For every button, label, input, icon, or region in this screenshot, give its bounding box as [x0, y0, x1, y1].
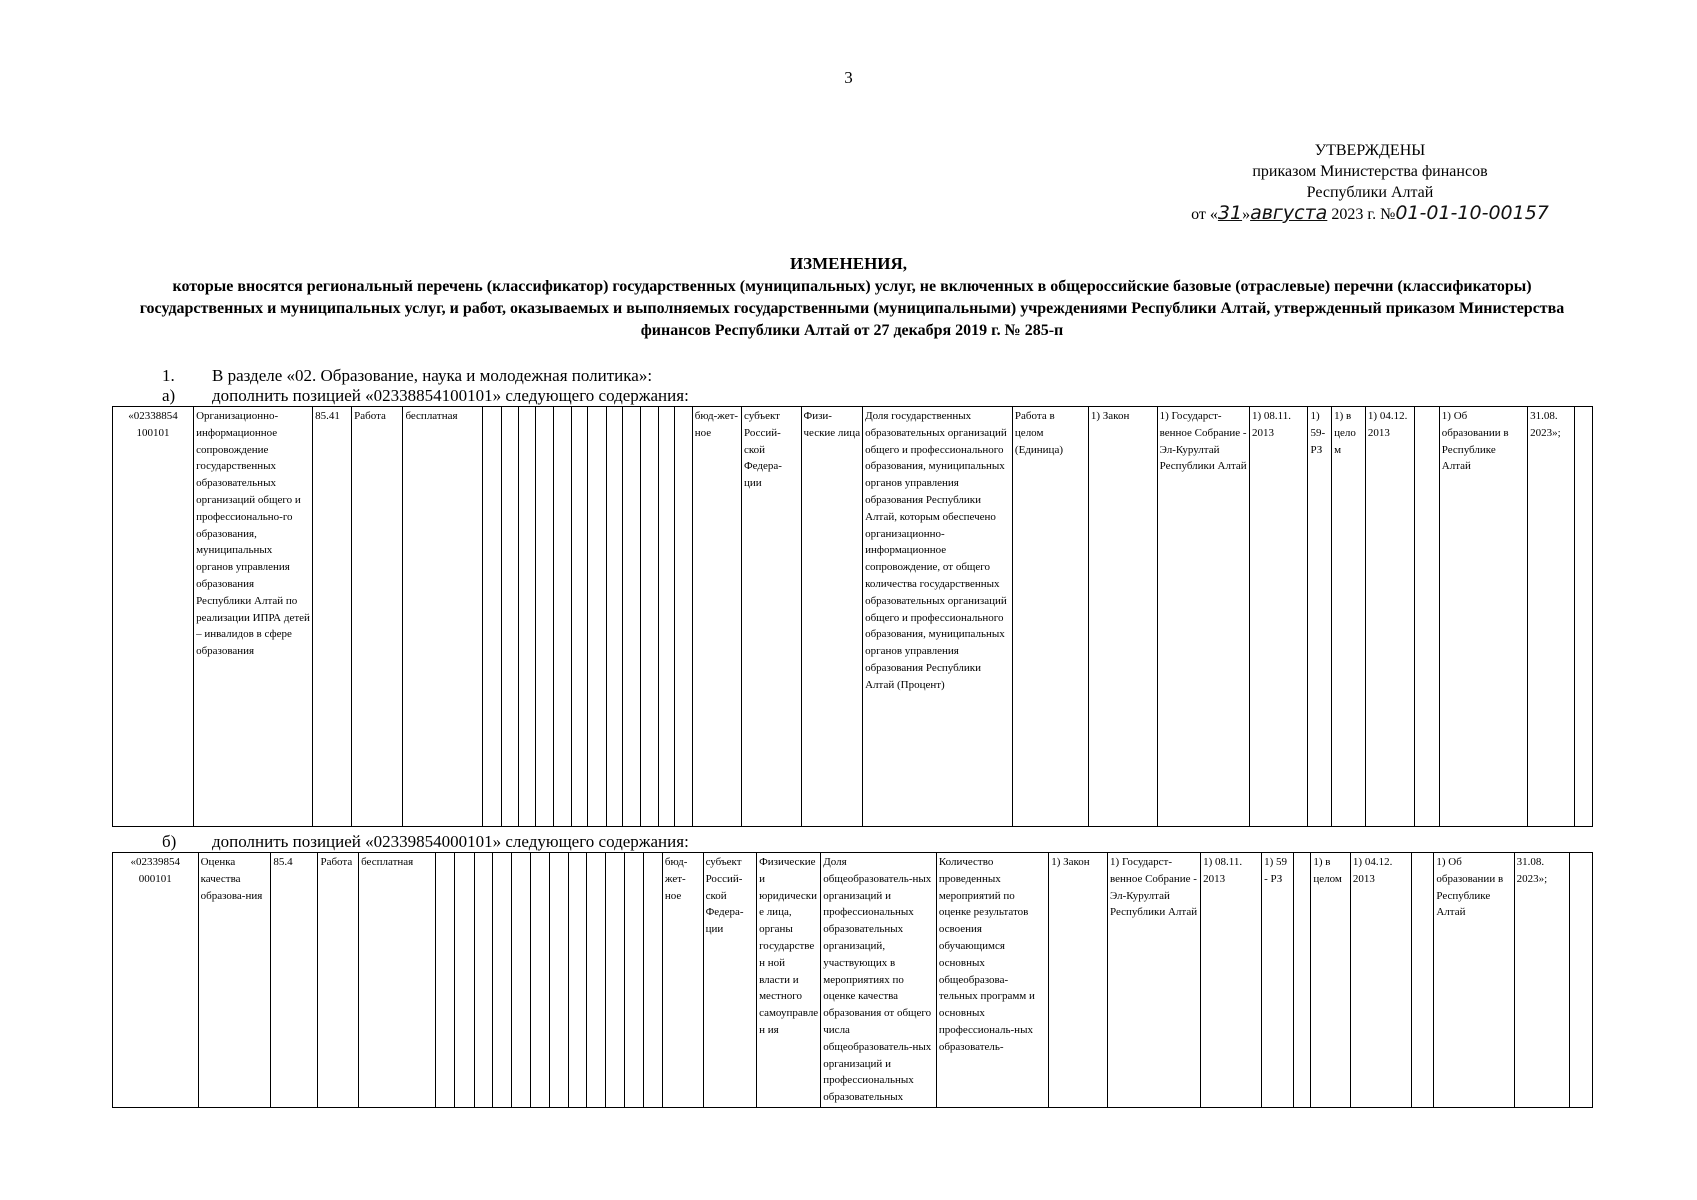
- cell-empty: [606, 407, 622, 827]
- cell-act-date: 1) 08.11. 2013: [1249, 407, 1308, 827]
- cell-act-part: 1) в целом: [1311, 853, 1351, 1108]
- table-a: [112, 406, 1593, 827]
- cell-empty: [658, 407, 674, 827]
- table-b: [112, 852, 1593, 1108]
- cell-empty: [1570, 853, 1593, 1108]
- cell-act-type: 1) Закон: [1049, 853, 1108, 1108]
- cell-act-type: 1) Закон: [1088, 407, 1157, 827]
- cell-empty: [501, 407, 518, 827]
- item-number: а): [162, 386, 176, 405]
- cell-act-date2: 1) 04.12. 2013: [1365, 407, 1414, 827]
- cell-empty: [512, 853, 531, 1108]
- date-mid: »: [1242, 206, 1251, 223]
- cell-empty: [531, 853, 549, 1108]
- cell-okved: 85.41: [313, 407, 352, 827]
- item-text: В разделе «02. Образование, наука и молодежная политика»:: [212, 366, 653, 385]
- cell-end-date: 31.08. 2023»;: [1528, 407, 1575, 827]
- item-number: б): [162, 832, 177, 851]
- cell-act-name: 1) Об образовании в Республике Алтай: [1439, 407, 1527, 827]
- cell-empty: [549, 853, 568, 1108]
- cell-subject: субъект Россий-ской Федера-ции: [741, 407, 801, 827]
- cell-empty: [571, 407, 587, 827]
- cell-act-date2: 1) 04.12. 2013: [1350, 853, 1411, 1108]
- cell-empty: [643, 853, 662, 1108]
- cell-name: Оценка качества образова-ния: [198, 853, 271, 1108]
- item-text: дополнить позицией «02338854100101» следующего содержания:: [212, 386, 689, 405]
- document-title: ИЗМЕНЕНИЯ,: [789, 254, 908, 273]
- page-number: 3: [844, 68, 853, 87]
- cell-volume: Работа в целом (Единица): [1012, 407, 1088, 827]
- approval-line2: приказом Министерства финансов: [1252, 163, 1488, 180]
- handwritten-order-number: 01-01-10-00157: [1395, 202, 1549, 224]
- cell-empty: [1415, 407, 1440, 827]
- cell-empty: [622, 407, 640, 827]
- approval-stamp: [1175, 140, 1565, 225]
- cell-empty: [641, 407, 658, 827]
- cell-empty: [492, 853, 511, 1108]
- cell-act-date: 1) 08.11. 2013: [1201, 853, 1262, 1108]
- table-row: [113, 407, 1593, 827]
- cell-empty: [568, 853, 586, 1108]
- cell-empty: [554, 407, 571, 827]
- cell-empty: [675, 407, 692, 827]
- cell-type: Работа: [352, 407, 403, 827]
- cell-act-part: 1) в цело м: [1332, 407, 1366, 827]
- handwritten-month: августа: [1250, 202, 1328, 224]
- handwritten-day: 31: [1217, 202, 1243, 224]
- document-subtitle: которые вносятся региональный перечень (классификатор) государственных (муниципальных) услуг, не включенных в общероссийские базовые (отраслевые) перечни (классификаторы) государственных и муниципальных услуг, и работ, оказываемых и выполняемых государственными (муниципальными) учреждениями Республики Алтай, утвержденный приказом Министерства финансов Республики Алтай от 27 декабря 2019 г. № 285-п: [139, 278, 1565, 339]
- cell-empty: [535, 407, 553, 827]
- cell-act-body: 1) Государст-венное Собрание - Эл-Курултай Республики Алтай: [1108, 853, 1201, 1108]
- cell-empty: [625, 853, 643, 1108]
- cell-indicator: Доля государственных образовательных организаций общего и профессионального образования, муниципальных органов управления образования Республики Алтай, которым обеспечено организационно-информационное сопровождение, от общего количества государственных образовательных организаций общего и профессионального образования, муниципальных органов управления образования Республики Алтай (Процент): [863, 407, 1013, 827]
- cell-name: Организационно-информационное сопровождение государственных образовательных организаций общего и профессионально-го образования, муниципальных органов управления образования Республики Алтай по реализации ИПРА детей – инвалидов в сфере образования: [194, 407, 313, 827]
- cell-consumers: Физические и юридические лица, органы государствен ной власти и местного самоуправлен ия: [757, 853, 821, 1108]
- approval-date-line: [1175, 203, 1565, 225]
- cell-empty: [519, 407, 535, 827]
- approval-line3: Республики Алтай: [1306, 184, 1434, 201]
- cell-okved: 85.4: [271, 853, 318, 1108]
- cell-empty: [1575, 407, 1593, 827]
- cell-payment: бесплатная: [359, 853, 436, 1108]
- cell-empty: [586, 853, 605, 1108]
- cell-volume: Количество проведенных мероприятий по оценке результатов освоения обучающимся основных общеобразова-тельных программ и основных профессиональ-ных образователь-: [936, 853, 1048, 1108]
- cell-act-number: 1) 59-РЗ: [1308, 407, 1332, 827]
- cell-code: «02338854 100101: [113, 407, 194, 827]
- cell-code: «02339854 000101: [113, 853, 199, 1108]
- cell-empty: [588, 407, 606, 827]
- cell-empty: [1411, 853, 1433, 1108]
- cell-act-number: 1) 59 - РЗ: [1262, 853, 1294, 1108]
- cell-budget: бюд-жет-ное: [662, 853, 703, 1108]
- item-text: дополнить позицией «02339854000101» следующего содержания:: [212, 832, 689, 851]
- cell-empty: [1294, 853, 1311, 1108]
- cell-indicator: Доля общеобразователь-ных организаций и профессиональных образовательных организаций, участвующих в мероприятиях по оценке качества образования от общего числа общеобразователь-ных организаций и профессиональных образовательных: [821, 853, 937, 1108]
- cell-empty: [436, 853, 455, 1108]
- cell-type: Работа: [318, 853, 359, 1108]
- cell-act-name: 1) Об образовании в Республике Алтай: [1434, 853, 1514, 1108]
- item-number: 1.: [162, 366, 175, 385]
- cell-budget: бюд-жет-ное: [692, 407, 741, 827]
- cell-act-body: 1) Государст-венное Собрание - Эл-Курултай Республики Алтай: [1157, 407, 1249, 827]
- cell-end-date: 31.08. 2023»;: [1514, 853, 1570, 1108]
- approval-line1: УТВЕРЖДЕНЫ: [1314, 142, 1426, 159]
- cell-consumers: Физи-ческие лица: [801, 407, 863, 827]
- cell-subject: субъект Россий-ской Федера-ции: [703, 853, 757, 1108]
- date-year: 2023 г. №: [1331, 206, 1396, 223]
- date-prefix: от «: [1191, 206, 1218, 223]
- cell-empty: [483, 407, 501, 827]
- cell-empty: [474, 853, 492, 1108]
- cell-payment: бесплатная: [403, 407, 483, 827]
- table-row: [113, 853, 1593, 1108]
- cell-empty: [606, 853, 625, 1108]
- cell-empty: [455, 853, 474, 1108]
